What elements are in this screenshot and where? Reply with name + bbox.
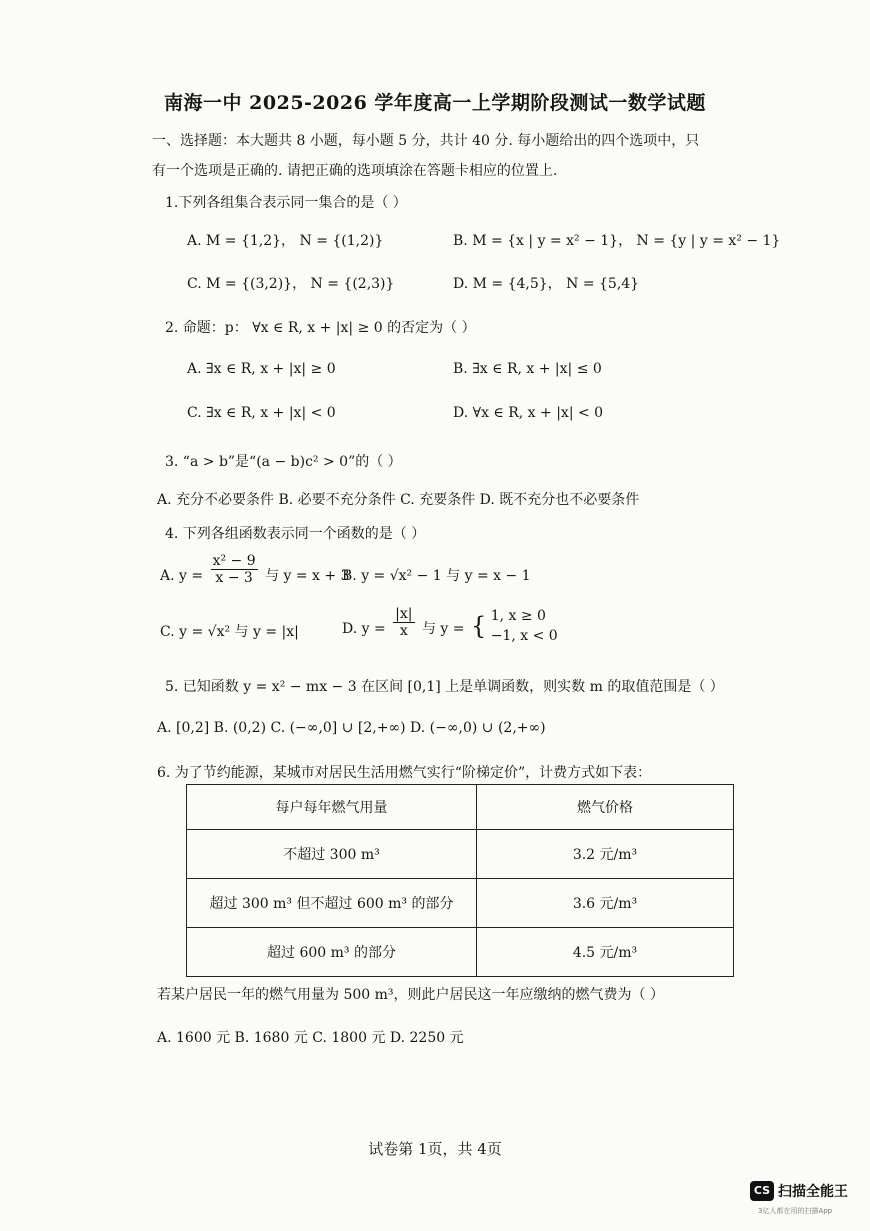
q4-option-d-case1: 1, x ≥ 0 (490, 608, 546, 624)
q4-option-d-denominator: x (399, 623, 408, 639)
table-row (187, 879, 734, 928)
q3-stem: 3. “a > b”是“(a − b)c² > 0”的（ ） (165, 454, 402, 470)
q2-option-c: C. ∃x ∈ R, x + |x| < 0 (187, 405, 336, 421)
watermark-slogan: 3亿人都在用的扫描App (758, 1207, 833, 1215)
table-cell-usage: 不超过 300 m³ (187, 830, 477, 879)
left-brace-icon: { (470, 612, 487, 640)
q4-option-a-denominator: x − 3 (215, 570, 253, 586)
page-title: 南海一中 2025-2026 学年度高一上学期阶段测试一数学试题 (164, 92, 706, 114)
q1-option-d: D. M = {4,5}， N = {5,4} (453, 276, 640, 292)
q6-question: 若某户居民一年的燃气用量为 500 m³，则此户居民这一年应缴纳的燃气费为（ ） (157, 987, 664, 1003)
q1-stem: 1.下列各组集合表示同一集合的是（ ） (165, 195, 407, 211)
q4-option-c: C. y = √x² 与 y = |x| (160, 624, 299, 640)
q5-stem: 5. 已知函数 y = x² − mx − 3 在区间 [0,1] 上是单调函数，则实数 m 的取值范围是（ ） (165, 679, 724, 695)
q4-option-a-numerator: x² − 9 (212, 553, 256, 569)
q5-options: A. [0,2] B. (0,2) C. (−∞,0] ∪ [2,+∞) D. (−∞,0) ∪ (2,+∞) (157, 720, 546, 736)
q4-option-a-prefix: A. y = (160, 568, 204, 584)
q2-option-a: A. ∃x ∈ R, x + |x| ≥ 0 (187, 361, 336, 377)
q4-option-d-fraction (393, 606, 414, 639)
section-instructions-line1: 一、选择题：本大题共 8 小题，每小题 5 分，共计 40 分. 每小题给出的四个选项中，只 (152, 133, 700, 149)
page-footer: 试卷第 1页，共 4页 (368, 1140, 502, 1158)
q1-option-a: A. M = {1,2}， N = {(1,2)} (187, 233, 384, 249)
table-header-price: 燃气价格 (477, 785, 734, 830)
table-header-usage: 每户每年燃气用量 (187, 785, 477, 830)
q4-option-d-cases (491, 606, 558, 646)
table-cell-price: 3.6 元/m³ (477, 879, 734, 928)
table-cell-price: 3.2 元/m³ (477, 830, 734, 879)
q4-option-d-numerator: |x| (395, 606, 413, 622)
q4-stem: 4. 下列各组函数表示同一个函数的是（ ） (165, 526, 426, 542)
q1-option-c: C. M = {(3,2)}， N = {(2,3)} (187, 276, 395, 292)
q4-option-a (160, 553, 350, 597)
q6-options: A. 1600 元 B. 1680 元 C. 1800 元 D. 2250 元 (157, 1030, 464, 1046)
table-cell-price: 4.5 元/m³ (477, 928, 734, 977)
q4-option-b: B. y = √x² − 1 与 y = x − 1 (342, 568, 531, 584)
q4-option-a-fraction (211, 553, 258, 586)
camscanner-logo-icon: CS (750, 1181, 774, 1201)
scanner-watermark (750, 1180, 860, 1224)
q3-options: A. 充分不必要条件 B. 必要不充分条件 C. 充要条件 D. 既不充分也不必要条件 (157, 492, 640, 508)
q2-option-d: D. ∀x ∈ R, x + |x| < 0 (453, 405, 604, 421)
table-cell-usage: 超过 600 m³ 的部分 (187, 928, 477, 977)
q4-option-d-case2: −1, x < 0 (490, 628, 558, 644)
q4-option-d-prefix: D. y = (342, 621, 386, 637)
gas-price-table (186, 784, 734, 977)
table-header-row (187, 785, 734, 830)
table-cell-usage: 超过 300 m³ 但不超过 600 m³ 的部分 (187, 879, 477, 928)
table-row (187, 928, 734, 977)
section-instructions-line2: 有一个选项是正确的. 请把正确的选项填涂在答题卡相应的位置上. (152, 163, 558, 179)
q4-option-d (342, 606, 558, 650)
q4-option-a-suffix: 与 y = x + 3 (265, 568, 350, 584)
q2-stem: 2. 命题：p： ∀x ∈ R, x + |x| ≥ 0 的否定为（ ） (165, 320, 476, 336)
table-row (187, 830, 734, 879)
q1-option-b: B. M = {x | y = x² − 1}， N = {y | y = x² − 1} (453, 233, 781, 249)
q6-stem: 6. 为了节约能源，某城市对居民生活用燃气实行“阶梯定价”，计费方式如下表： (157, 765, 652, 781)
q4-option-d-mid: 与 y = (421, 621, 465, 637)
watermark-name: 扫描全能王 (778, 1184, 848, 1200)
q2-option-b: B. ∃x ∈ R, x + |x| ≤ 0 (453, 361, 602, 377)
